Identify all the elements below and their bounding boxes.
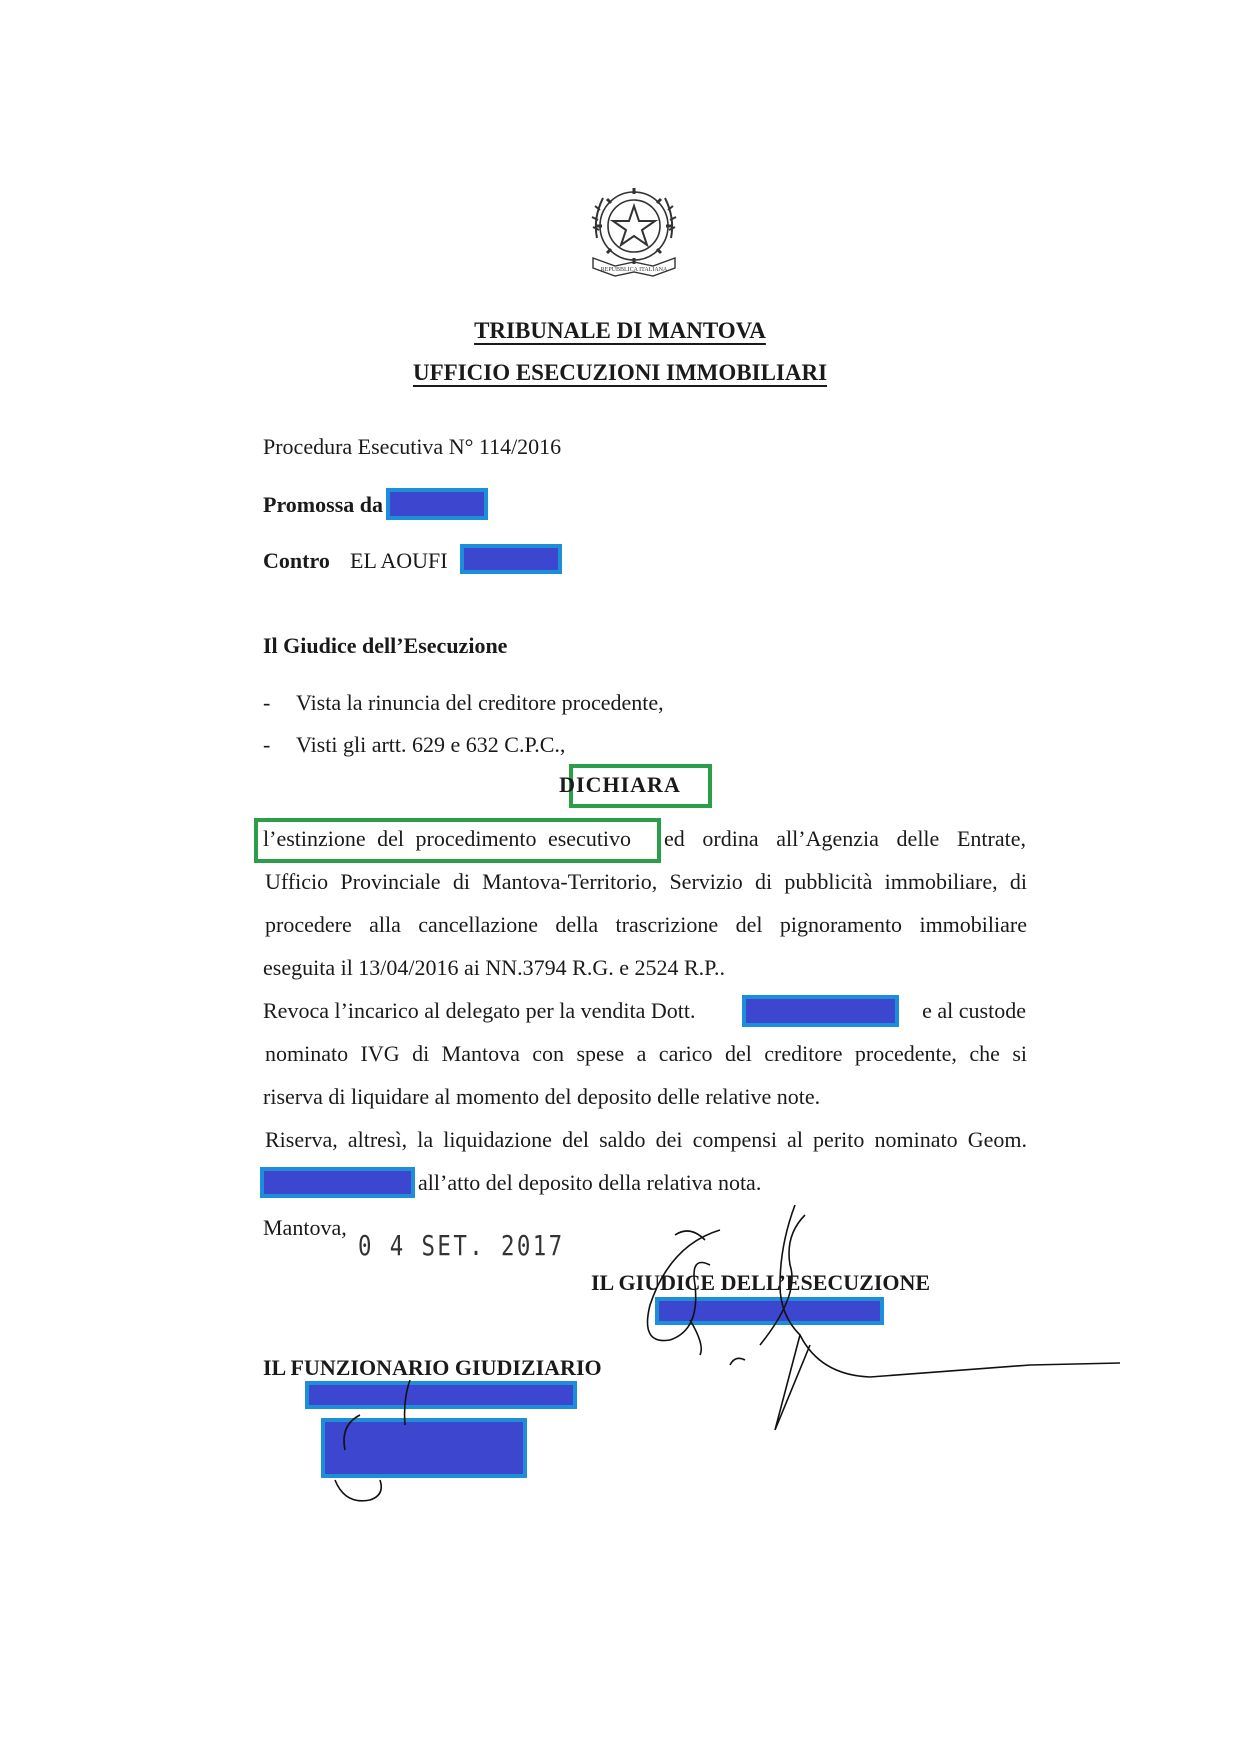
recital-1: Vista la rinuncia del creditore procedente, — [296, 690, 664, 715]
against-name: EL AOUFI — [350, 548, 448, 573]
body-p1-highlight: l’estinzione del procedimento esecutivo — [263, 826, 632, 851]
body-p1-line2: Ufficio Provinciale di Mantova-Territorio, Servizio di pubblicità immobiliare, di — [265, 869, 1027, 894]
promoted-by-label: Promossa da — [263, 492, 383, 517]
body-p2-line1b: e al custode — [922, 998, 1026, 1023]
recital-2: Visti gli artt. 629 e 632 C.P.C., — [296, 732, 566, 757]
clerk-label: IL FUNZIONARIO GIUDIZIARIO — [263, 1355, 602, 1380]
body-p1-line4: eseguita il 13/04/2016 ai NN.3794 R.G. e 2524 R.P.. — [263, 955, 725, 980]
emblem-ribbon-text: REPUBBLICA ITALIANA — [600, 267, 668, 273]
body-p2-line1a: Revoca l’incarico al delegato per la vendita Dott. — [263, 998, 696, 1023]
redacted-debtor — [460, 544, 562, 574]
procedure-number: Procedura Esecutiva N° 114/2016 — [263, 434, 562, 459]
body-p2-line2: nominato IVG di Mantova con spese a carico del creditore procedente, che si — [265, 1041, 1027, 1066]
body-p2-line3: riserva di liquidare al momento del deposito delle relative note. — [263, 1084, 821, 1109]
against-label: Contro — [263, 548, 330, 573]
date-stamp: 0 4 SET. 2017 — [358, 1229, 565, 1262]
declares-heading: DICHIARA — [559, 772, 681, 797]
italian-republic-emblem — [585, 178, 683, 280]
redacted-delegate — [742, 995, 899, 1027]
recital-bullet: - — [263, 732, 271, 757]
recital-bullet: - — [263, 690, 271, 715]
judge-signature — [630, 1205, 1130, 1435]
redacted-expert — [260, 1167, 415, 1198]
body-p3-line1: Riserva, altresì, la liquidazione del saldo dei compensi al perito nominato Geom. — [265, 1127, 1027, 1152]
body-p1-rest: ed ordina all’Agenzia delle Entrate, — [664, 826, 1026, 851]
judge-signature-label: IL GIUDICE DELL’ESECUZIONE — [591, 1270, 931, 1295]
body-p1-line3: procedere alla cancellazione della trascrizione del pignoramento immobiliare — [265, 912, 1027, 937]
body-p3-line2: all’atto del deposito della relativa nota. — [418, 1170, 762, 1195]
place: Mantova, — [263, 1215, 347, 1240]
court-name: TRIBUNALE DI MANTOVA — [474, 318, 766, 343]
redacted-creditor — [386, 488, 488, 520]
clerk-signature — [325, 1380, 445, 1510]
judge-intro: Il Giudice dell’Esecuzione — [263, 633, 508, 658]
office-name: UFFICIO ESECUZIONI IMMOBILIARI — [412, 360, 828, 385]
